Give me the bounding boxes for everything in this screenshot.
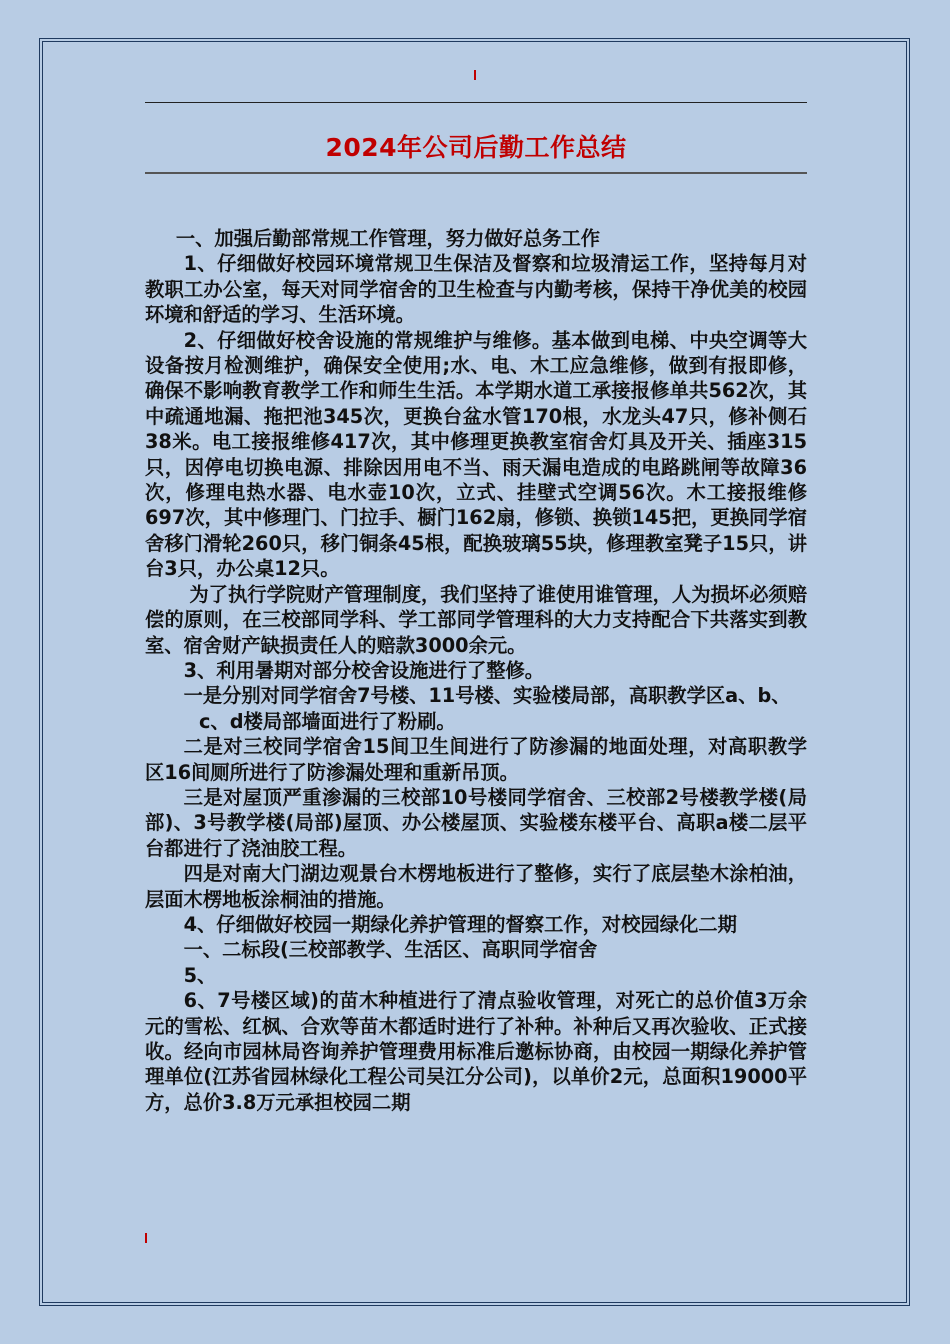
paragraph: 3、利用暑期对部分校舍设施进行了整修。: [183, 658, 545, 682]
document-title: 2024年公司后勤工作总结: [325, 133, 627, 162]
paragraph: 四是对南大门湖边观景台木楞地板进行了整修，实行了底层垫木涂柏油，层面木楞地板涂桐油的措施。: [145, 862, 807, 911]
paragraph: c、d楼局部墙面进行了粉刷。: [199, 709, 456, 733]
title-rule: [145, 172, 807, 174]
paragraph: 一、二标段(三校部教学、生活区、高职同学宿舍: [183, 938, 598, 962]
paragraph: 6、7号楼区域)的苗木种植进行了清点验收管理，对死亡的总价值3万余元的雪松、红枫、合欢等苗木都适时进行了补种。补种后又再次验收、正式接收。经向市园林局咨询养护管理费用标准后邀标协商，由校园一期绿化养护管理单位(江苏省园林绿化工程公司吴江分公司)，以单价2元，总面积19000平方，总价3.8万元承担校园二期: [145, 989, 807, 1114]
header-cursor-mark: [474, 70, 476, 80]
paragraph: 二是对三校同学宿舍15间卫生间进行了防渗漏的地面处理，对高职教学区16间厕所进行了防渗漏处理和重新吊顶。: [145, 735, 807, 784]
paragraph: 4、仔细做好校园一期绿化养护管理的督察工作，对校园绿化二期: [183, 912, 737, 936]
paragraph: 2、仔细做好校舍设施的常规维护与维修。基本做到电梯、中央空调等大设备按月检测维护，确保安全使用;水、电、木工应急维修，做到有报即修，确保不影响教育教学工作和师生生活。本学期水道工承接报修单共562次，其中疏通地漏、拖把池345次，更换台盆水管170根，水龙头47只，修补侧石38米。电工接报维修417次，其中修理更换教室宿舍灯具及开关、插座315只，因停电切换电源、排除因用电不当、雨天漏电造成的电路跳闸等故障36次，修理电热水器、电水壶10次，立式、挂壁式空调56次。木工接报维修697次，其中修理门、门拉手、橱门162扇，修锁、换锁145把，更换同学宿舍移门滑轮260只，移门铜条45根，配换玻璃55块，修理教室凳子15只，讲台3只，办公桌12只。: [145, 328, 807, 581]
header-rule: [145, 102, 807, 103]
paragraph: 1、仔细做好校园环境常规卫生保洁及督察和垃圾清运工作，坚持每月对教职工办公室，每天对同学宿舍的卫生检查与内勤考核，保持干净优美的校园环境和舒适的学习、生活环境。: [145, 252, 807, 327]
paragraph: 5、: [183, 963, 217, 987]
footer-cursor-mark: [145, 1233, 147, 1243]
paragraph: 一是分别对同学宿舍7号楼、11号楼、实验楼局部，高职教学区a、b、: [183, 684, 791, 708]
document-body: [145, 226, 807, 1115]
paragraph: 三是对屋顶严重渗漏的三校部10号楼同学宿舍、三校部2号楼教学楼(局部)、3号教学楼(局部)屋顶、办公楼屋顶、实验楼东楼平台、高职a楼二层平台都进行了浇油胶工程。: [145, 785, 807, 860]
paragraph: 为了执行学院财产管理制度，我们坚持了谁使用谁管理，人为损坏必须赔偿的原则，在三校部同学科、学工部同学管理科的大力支持配合下共落实到教室、宿舍财产缺损责任人的赔款3000余元。: [145, 582, 807, 657]
section-heading: 一、加强后勤部常规工作管理，努力做好总务工作: [175, 227, 601, 250]
